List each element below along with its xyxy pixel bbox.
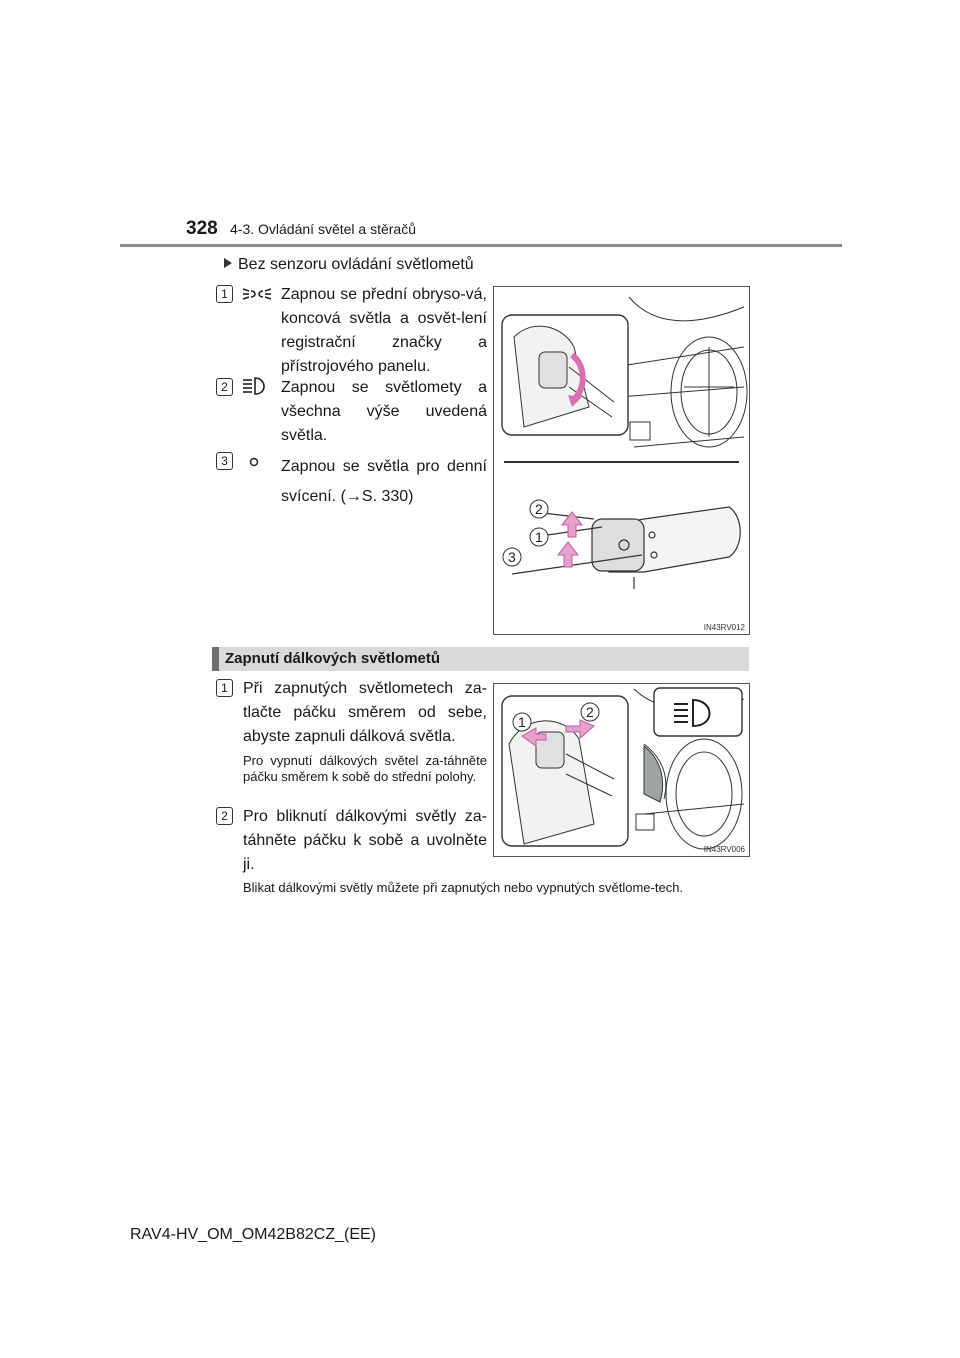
switch-position-1-text: Zapnou se přední obryso-vá, koncová světla a osvět-lení registrační značky a přístrojového panelu. bbox=[281, 286, 487, 375]
badge-1: 1 bbox=[216, 285, 233, 303]
high-beam-step-1-note: Pro vypnutí dálkových světel za-táhněte páčku směrem k sobě do střední polohy. bbox=[243, 753, 487, 784]
switch-position-3-text: Zapnou se světla pro denní svícení. (→S. 330) bbox=[281, 458, 487, 505]
switch-position-2-text: Zapnou se světlomety a všechna výše uvedená světla. bbox=[281, 379, 487, 444]
document-id: RAV4-HV_OM_OM42B82CZ_(EE) bbox=[130, 1226, 376, 1243]
figure1-code: IN43RV012 bbox=[703, 623, 745, 632]
badge-step-2: 2 bbox=[216, 807, 233, 825]
high-beam-illustration bbox=[494, 684, 749, 856]
side-lights-icon bbox=[242, 286, 272, 302]
figure2-callout-2: 2 bbox=[586, 704, 594, 720]
section-band-marker bbox=[212, 647, 219, 671]
high-beam-section-title: Zapnutí dálkových světlometů bbox=[225, 650, 441, 667]
page-number: 328 bbox=[186, 218, 218, 239]
header-rule bbox=[120, 244, 842, 247]
figure2-code: IN43RV006 bbox=[703, 845, 745, 854]
light-switch-illustration bbox=[494, 287, 749, 634]
subheading: Bez senzoru ovládání světlometů bbox=[224, 256, 474, 274]
high-beam-footnote: Blikat dálkovými světly můžete při zapnutých nebo vypnutých světlome-tech. bbox=[243, 880, 684, 895]
badge-3: 3 bbox=[216, 452, 233, 470]
figure1-callout-3: 3 bbox=[508, 549, 516, 565]
figure2-callout-1: 1 bbox=[518, 714, 526, 730]
triangle-bullet-icon bbox=[224, 258, 232, 268]
section-title: 4-3. Ovládání světel a stěračů bbox=[230, 221, 416, 237]
figure-light-switch bbox=[493, 286, 750, 635]
figure1-callout-2: 2 bbox=[535, 501, 543, 517]
daytime-running-light-icon bbox=[248, 456, 260, 468]
badge-2: 2 bbox=[216, 378, 233, 396]
badge-step-1: 1 bbox=[216, 679, 233, 697]
figure-high-beam-lever bbox=[493, 683, 750, 857]
headlight-icon bbox=[242, 376, 270, 396]
high-beam-step-1-text: Při zapnutých světlometech za-tlačte páčku směrem od sebe, abyste zapnuli dálková světla. bbox=[243, 680, 487, 745]
figure1-callout-1: 1 bbox=[535, 529, 543, 545]
high-beam-step-2-text: Pro bliknutí dálkovými světly za-táhněte páčku k sobě a uvolněte ji. bbox=[243, 808, 487, 873]
